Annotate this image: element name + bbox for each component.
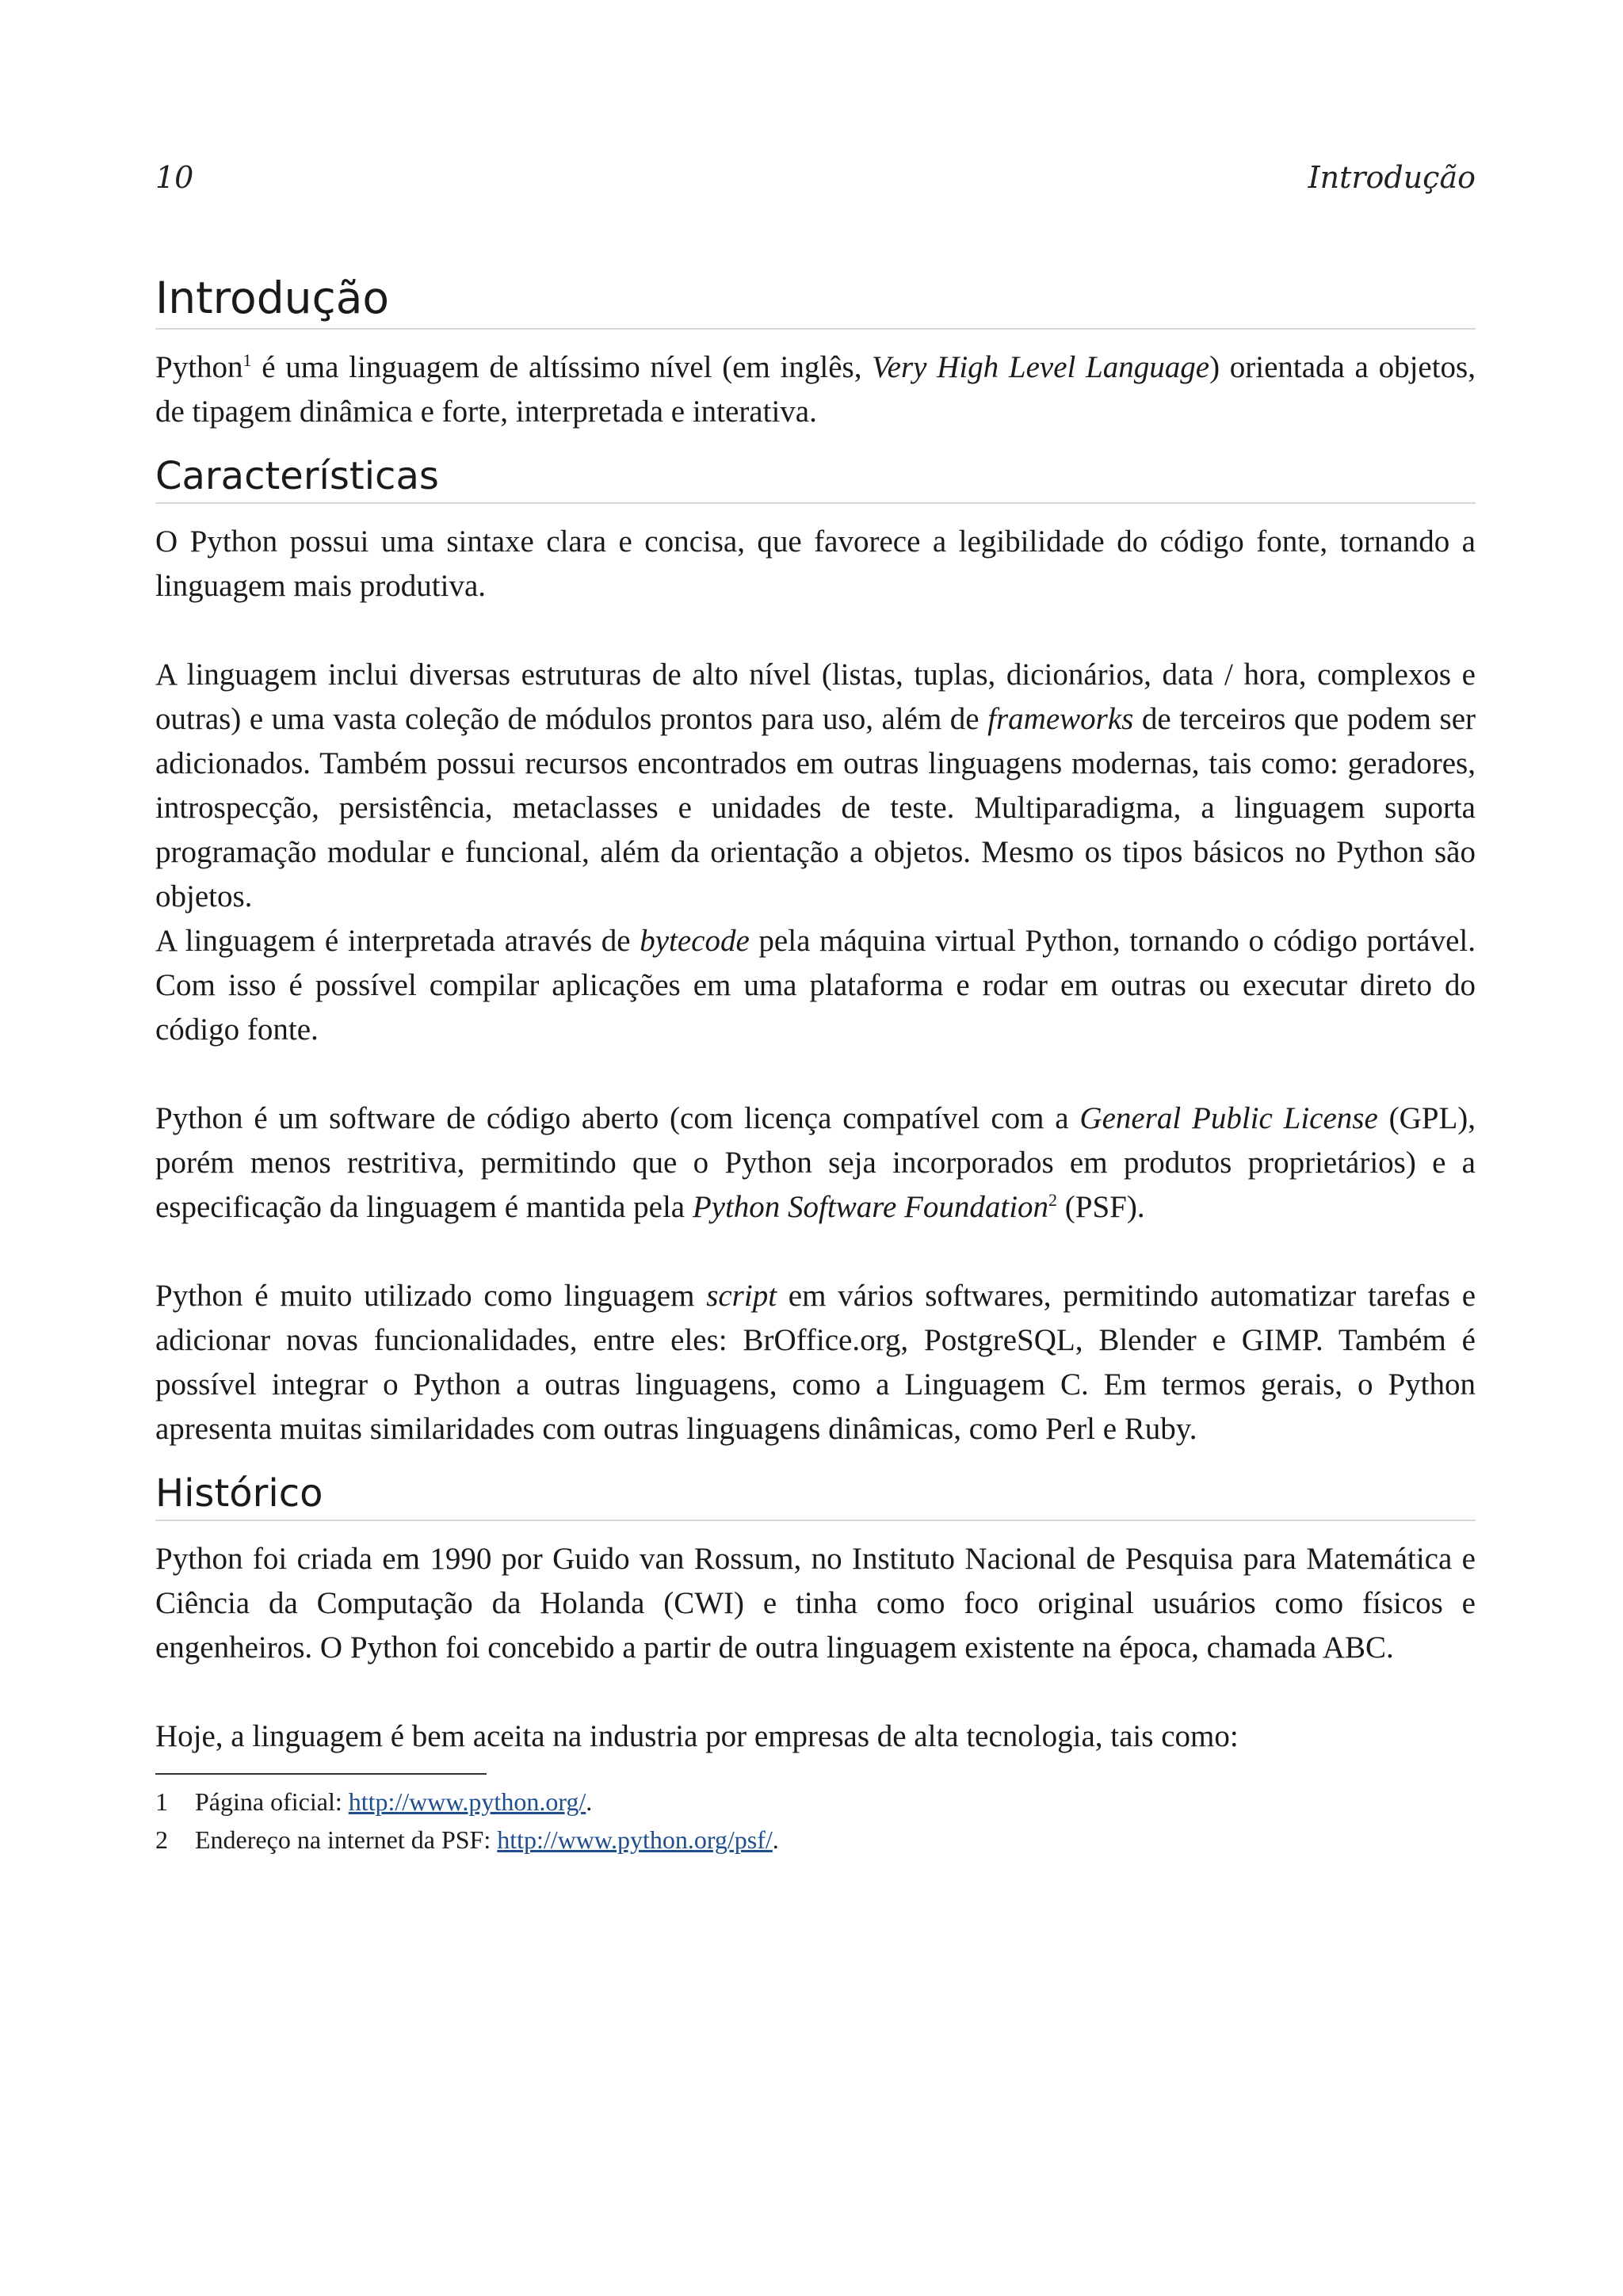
paragraph-emphasis: frameworks <box>987 702 1134 736</box>
footnote-text: Endereço na internet da PSF: <box>195 1825 498 1854</box>
paragraph-emphasis: bytecode <box>640 924 750 958</box>
paragraph <box>155 653 1476 919</box>
paragraph-text: Python é muito utilizado como linguagem <box>155 1279 707 1313</box>
footnote-ref-2[interactable]: 2 <box>1048 1190 1058 1210</box>
footnote-2 <box>155 1821 1476 1859</box>
section-heading-caracteristicas: Características <box>155 450 1476 504</box>
footnote-punct: . <box>772 1825 779 1854</box>
footnote-1 <box>155 1783 1476 1821</box>
paragraph-text: de terceiros que podem ser adicionados. Também possui recursos encontrados em outras linguagens modernas, tais como: geradores, introspecção, persistência, metaclasses e unidades de teste. Multiparadigma, a linguagem suporta programação modular e funcional, além da orientação a objetos. Mesmo os tipos básicos no Python são objetos. <box>155 702 1476 913</box>
footnote-text: Página oficial: <box>195 1787 349 1816</box>
section-heading-historico: Histórico <box>155 1467 1476 1521</box>
paragraph <box>155 1097 1476 1230</box>
footnote-number: 2 <box>155 1825 168 1854</box>
intro-text: é uma linguagem de altíssimo nível (em inglês, <box>251 350 873 384</box>
intro-text: Python <box>155 350 243 384</box>
paragraph-emphasis: Python Software Foundation <box>692 1190 1049 1224</box>
paragraph <box>155 1274 1476 1451</box>
intro-paragraph <box>155 345 1476 434</box>
paragraph-text: A linguagem é interpretada através de <box>155 924 640 958</box>
paragraph-text: (PSF). <box>1057 1190 1145 1224</box>
paragraph-text: pela máquina virtual Python, tornando o código portável. Com isso é possível compilar aplicações em uma plataforma e rodar em outras ou executar direto do código fonte. <box>155 924 1476 1047</box>
footnotes <box>155 1783 1476 1859</box>
footnote-link[interactable]: http://www.python.org/psf/ <box>497 1825 773 1854</box>
footnote-separator <box>155 1773 487 1775</box>
paragraph-text: em vários softwares, permitindo automatizar tarefas e adicionar novas funcionalidades, entre eles: BrOffice.org, PostgreSQL, Blender e GIMP. Também é possível integrar o Python a outras linguagens, como a Linguagem C. Em termos gerais, o Python apresenta muitas similaridades com outras linguagens dinâmicas, como Perl e Ruby. <box>155 1279 1476 1446</box>
running-section-title: Introdução <box>1308 160 1476 195</box>
paragraph: Python foi criada em 1990 por Guido van Rossum, no Instituto Nacional de Pesquisa para Matemática e Ciência da Computação da Holanda (CWI) e tinha como foco original usuários como físicos e engenheiros. O Python foi concebido a partir de outra linguagem existente na época, chamada ABC. <box>155 1542 1476 1665</box>
paragraph-emphasis: General Public License <box>1079 1101 1378 1135</box>
page-number: 10 <box>155 160 194 195</box>
paragraph <box>155 919 1476 1052</box>
page-content <box>155 268 1476 1859</box>
footnote-number: 1 <box>155 1787 168 1816</box>
paragraph: Hoje, a linguagem é bem aceita na industria por empresas de alta tecnologia, tais como: <box>155 1719 1239 1753</box>
paragraph-text: Python é um software de código aberto (com licença compatível com a <box>155 1101 1080 1135</box>
document-page <box>155 0 1476 2296</box>
intro-emphasis: Very High Level Language <box>872 350 1210 384</box>
footnote-link[interactable]: http://www.python.org/ <box>348 1787 586 1816</box>
intro-text: ) orientada a objetos, de tipagem dinâmica e forte, interpretada e interativa. <box>155 350 1476 429</box>
paragraph-text: (GPL), porém menos restritiva, permitindo que o Python seja incorporados em produtos proprietários) e a especificação da linguagem é mantida pela <box>155 1101 1476 1224</box>
paragraph-emphasis: script <box>706 1279 777 1313</box>
footnote-punct: . <box>586 1787 593 1816</box>
paragraph: O Python possui uma sintaxe clara e concisa, que favorece a legibilidade do código fonte, tornando a linguagem mais produtiva. <box>155 524 1476 603</box>
chapter-title: Introdução <box>155 268 1476 330</box>
paragraph-text: A linguagem inclui diversas estruturas de alto nível (listas, tuplas, dicionários, data / hora, complexos e outras) e uma vasta coleção de módulos prontos para uso, além de <box>155 658 1476 736</box>
footnote-ref-1[interactable]: 1 <box>242 350 252 370</box>
